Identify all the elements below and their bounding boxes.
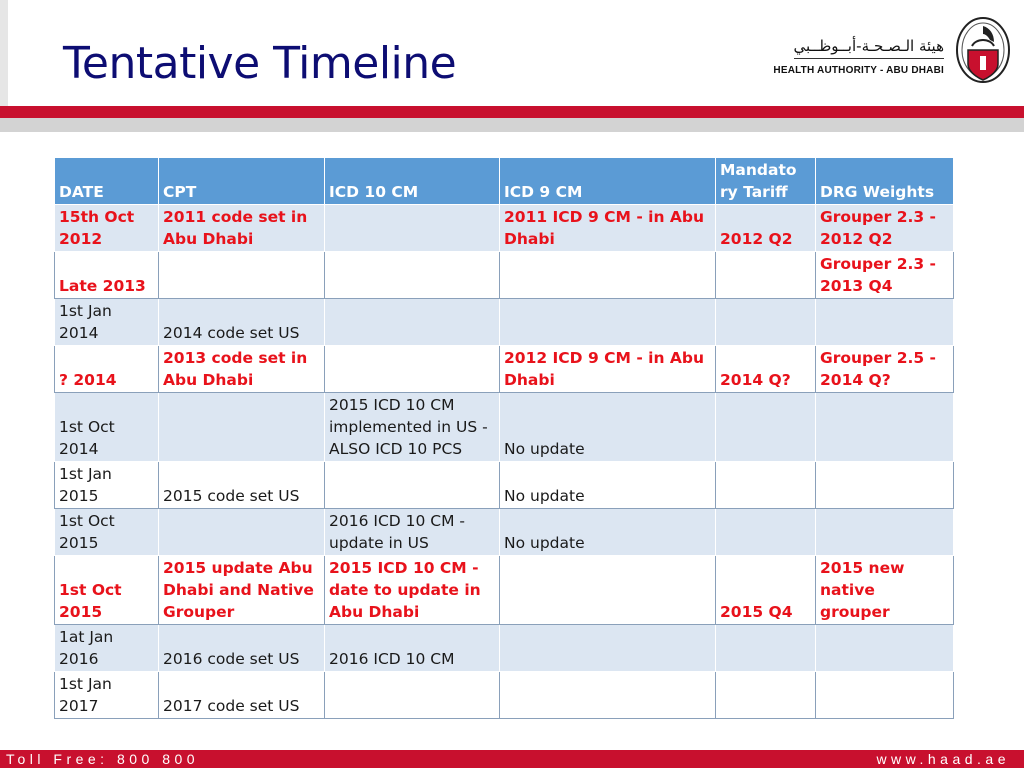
cell-cpt: 2014 code set US [159, 299, 325, 346]
cell-date: Late 2013 [55, 252, 159, 299]
table-row [55, 346, 954, 393]
cell-cpt [159, 393, 325, 462]
footer-website-link[interactable]: www.haad.ae [876, 751, 1010, 767]
cell-cpt: 2015 code set US [159, 462, 325, 509]
cell-icd9 [500, 625, 716, 672]
cell-icd9: No update [500, 462, 716, 509]
header-icd9: ICD 9 CM [500, 158, 716, 205]
table-row [55, 625, 954, 672]
table-row [55, 672, 954, 719]
cell-cpt: 2017 code set US [159, 672, 325, 719]
table-header-row [55, 158, 954, 205]
cell-icd10: 2016 ICD 10 CM [325, 625, 500, 672]
cell-tariff: 2015 Q4 [716, 556, 816, 625]
cell-tariff [716, 509, 816, 556]
cell-drg: Grouper 2.5 - 2014 Q? [816, 346, 954, 393]
cell-tariff [716, 299, 816, 346]
cell-icd9 [500, 299, 716, 346]
cell-date: 1st Jan 2017 [55, 672, 159, 719]
cell-date: 15th Oct 2012 [55, 205, 159, 252]
cell-cpt: 2016 code set US [159, 625, 325, 672]
header-grey-bar [0, 118, 1024, 132]
cell-cpt [159, 252, 325, 299]
cell-drg: Grouper 2.3 - 2013 Q4 [816, 252, 954, 299]
cell-date: 1st Jan 2014 [55, 299, 159, 346]
cell-drg [816, 625, 954, 672]
falcon-emblem-icon [954, 16, 1012, 90]
footer-bar [0, 750, 1024, 768]
cell-icd9: 2012 ICD 9 CM - in Abu Dhabi [500, 346, 716, 393]
table-row [55, 509, 954, 556]
cell-icd10 [325, 299, 500, 346]
cell-date: 1st Oct 2015 [55, 509, 159, 556]
cell-icd10 [325, 205, 500, 252]
cell-date: 1st Oct 2015 [55, 556, 159, 625]
header-icd10: ICD 10 CM [325, 158, 500, 205]
cell-icd9: 2011 ICD 9 CM - in Abu Dhabi [500, 205, 716, 252]
cell-icd9: No update [500, 393, 716, 462]
logo-text [773, 36, 944, 76]
table-row [55, 393, 954, 462]
header-cpt: CPT [159, 158, 325, 205]
cell-icd10 [325, 672, 500, 719]
cell-icd10: 2015 ICD 10 CM - date to update in Abu Dhabi [325, 556, 500, 625]
table-row [55, 299, 954, 346]
cell-icd10 [325, 346, 500, 393]
cell-date: 1st Oct 2014 [55, 393, 159, 462]
logo-english: HEALTH AUTHORITY - ABU DHABI [773, 65, 944, 76]
cell-drg [816, 462, 954, 509]
cell-icd9 [500, 252, 716, 299]
cell-cpt: 2011 code set in Abu Dhabi [159, 205, 325, 252]
cell-icd9 [500, 672, 716, 719]
cell-tariff [716, 672, 816, 719]
logo-arabic: هيئة الـصـحـة-أبــوظــبي [794, 37, 944, 59]
cell-icd10: 2015 ICD 10 CM implemented in US - ALSO ICD 10 PCS [325, 393, 500, 462]
cell-drg [816, 509, 954, 556]
table-row [55, 205, 954, 252]
header-left-strip [0, 0, 8, 106]
cell-icd9: No update [500, 509, 716, 556]
header-red-bar [0, 106, 1024, 118]
cell-drg: Grouper 2.3 - 2012 Q2 [816, 205, 954, 252]
cell-date: ? 2014 [55, 346, 159, 393]
cell-cpt: 2013 code set in Abu Dhabi [159, 346, 325, 393]
cell-icd10 [325, 462, 500, 509]
cell-tariff: 2014 Q? [716, 346, 816, 393]
cell-tariff [716, 252, 816, 299]
table-row [55, 252, 954, 299]
cell-date: 1st Jan 2015 [55, 462, 159, 509]
footer-toll-free: Toll Free: 800 800 [6, 751, 200, 767]
slide-title: Tentative Timeline [63, 38, 457, 89]
cell-drg: 2015 new native grouper [816, 556, 954, 625]
cell-icd9 [500, 556, 716, 625]
table-row [55, 462, 954, 509]
cell-drg [816, 393, 954, 462]
cell-tariff [716, 462, 816, 509]
cell-icd10 [325, 252, 500, 299]
cell-icd10: 2016 ICD 10 CM - update in US [325, 509, 500, 556]
cell-tariff [716, 393, 816, 462]
header-tariff: Mandato ry Tariff [716, 158, 816, 205]
cell-tariff [716, 625, 816, 672]
header-drg: DRG Weights [816, 158, 954, 205]
timeline-table [54, 157, 954, 719]
cell-drg [816, 299, 954, 346]
cell-cpt [159, 509, 325, 556]
cell-tariff: 2012 Q2 [716, 205, 816, 252]
table-row [55, 556, 954, 625]
header-date: DATE [55, 158, 159, 205]
cell-date: 1at Jan 2016 [55, 625, 159, 672]
cell-drg [816, 672, 954, 719]
cell-cpt: 2015 update Abu Dhabi and Native Grouper [159, 556, 325, 625]
